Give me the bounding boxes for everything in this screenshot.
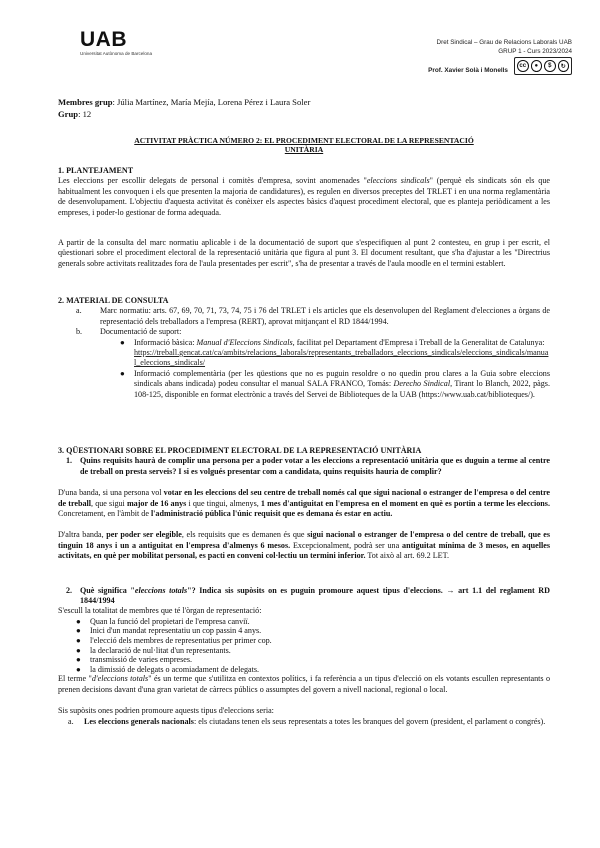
- support-bullet-basic: [58, 338, 550, 369]
- answer-2-item-a: [58, 717, 550, 727]
- question-2-text: Què significa "eleccions totals"? Indica sis supòsits on es puguin promoure aquest tipus d'eleccions. → art 1.1 del reglament RD 1844/1994: [80, 585, 551, 606]
- uab-logo: [80, 30, 152, 56]
- question-2: [58, 586, 550, 607]
- list-item: ● la declaració de nul·litat d'un representants.: [76, 645, 231, 655]
- support-basic-text: Informació bàsica: Manual d'Eleccions Sindicals, facilitat pel Departament d'Empresa i Treball de la Generalitat de Catalunya:: [134, 337, 545, 347]
- bullet-icon: ●: [76, 664, 81, 674]
- material-item-b-marker: b.: [76, 327, 83, 337]
- list-item: ● la dimissió de delegats o acomiadament de delegats.: [76, 664, 260, 674]
- answer-2-list: [58, 617, 550, 675]
- section-1-paragraph-1: Les eleccions per escollir delegats de personal i comitès d'empresa, sovint anomenades "eleccions sindicals" (perquè els sindicats són els que habitualment les convoquen i els que presenten la majoria de candidatures), es regulen en diversos preceptes del TRLET i en una norma reglamentària de desenvolupament. L'objectiu d'aquesta activitat és conèixer els aspectes bàsics d'aquest procediment electoral, que es planteja periòdicament a les empreses, i poder-lo gestionar de forma adequada.: [58, 176, 550, 217]
- question-1-marker: 1.: [66, 456, 73, 466]
- list-item: ● transmissió de varies empreses.: [76, 655, 193, 665]
- course-line-2: GRUP 1 - Curs 2023/2024: [498, 48, 572, 56]
- course-line-1: Dret Sindical – Grau de Relacions Laborals UAB: [436, 39, 572, 46]
- section-1-heading: 1. PLANTEJAMENT: [58, 166, 134, 175]
- section-2: [58, 296, 550, 400]
- manual-link[interactable]: https://treball.gencat.cat/ca/ambits/relacions_laborals/representants_treballadors_eleccions_sindicals/eleccions_sindicals/manual_eleccions_sindicals/: [134, 348, 549, 368]
- section-2-heading: 2. MATERIAL DE CONSULTA: [58, 296, 169, 305]
- section-3-heading: 3. QÜESTIONARI SOBRE EL PROCEDIMENT ELECTORAL DE LA REPRESENTACIÓ UNITÀRIA: [58, 446, 422, 455]
- answer-2-intro: S'escull la totalitat de membres que té l'òrgan de representació:: [58, 606, 262, 616]
- answer-2-item-a-marker: a.: [68, 716, 74, 726]
- nc-icon: $: [544, 60, 556, 72]
- members-line: Membres grup: Júlia Martínez, María Mejía, Lorena Pérez i Laura Soler: [58, 97, 311, 107]
- section-1: [58, 166, 550, 269]
- material-item-a: [58, 306, 550, 327]
- material-item-b-text: Documentació de suport:: [100, 327, 182, 337]
- creative-commons-badge: [514, 57, 572, 75]
- material-item-b: [58, 327, 550, 337]
- answer-1-paragraph-1: D'una banda, si una persona vol votar en les eleccions del seu centre de treball només cal que sigui nacional o estranger de l'empresa o del centre de treball, que sigui major de 16 anys i que tingui, almenys, 1 mes d'antiguitat en l'empresa en el moment en què es portin a terme les eleccions. Concretament, en l'àmbit de l'administració pública l'únic requisit que es demana és estar en actiu.: [58, 488, 551, 519]
- bullet-icon: ●: [120, 368, 125, 378]
- section-1-paragraph-2: A partir de la consulta del marc normatiu aplicable i de la documentació de suport que s'especifiquen al punt 2 contesteu, en grup i per escrit, el qüestionari sobre el procediment electoral de la representació unitària que figura al punt 3. El document resultant, que s'ha d'ajustar a les "Directrius generals sobre activitats realitzades fora de l'aula presentades per escrit", s'ha de presentar a través de l'aula moodle en el termini establert.: [58, 238, 550, 268]
- bullet-icon: ●: [76, 616, 81, 626]
- bullet-icon: ●: [76, 626, 81, 636]
- group-line: Grup: 12: [58, 109, 92, 119]
- question-1: [58, 456, 550, 477]
- material-item-a-marker: a.: [76, 306, 82, 316]
- uab-logo-text: UAB: [80, 28, 127, 51]
- professor-name: Prof. Xavier Solà i Monells: [428, 67, 508, 74]
- bullet-icon: ●: [120, 337, 125, 347]
- members-block: [58, 96, 550, 120]
- course-info: [437, 38, 572, 57]
- bullet-icon: ●: [76, 655, 81, 665]
- material-item-a-text: Marc normatiu: arts. 67, 69, 70, 71, 73, 74, 75 i 76 del TRLET i els articles que els desenvolupen del Reglament d'elecciones a òrgans de representació dels treballadors a l'empresa (RERT), aprovat mitjançant el RD 1844/1994.: [100, 306, 550, 326]
- answer-2-item-a-text: Les eleccions generals nacionals: els ciutadans tenen els seus representats a totes les branques del govern (president, el parlament o congrés).: [84, 716, 546, 726]
- answer-2-paragraph: El terme "d'eleccions totals" és un terme que s'utilitza en contextos polítics, i fa referència a un tipus d'elecció on els votants escullen representants o prenen decisions davant d'una gran varietat de càrrecs públics o assumptes del govern a nivell nacional, regional o local.: [58, 674, 551, 694]
- list-item: ● l'elecció dels membres de representatius per primer cop.: [76, 636, 272, 646]
- answer-2-paragraph-2: Sis supòsits ones podrien promoure aquests tipus d'eleccions seria:: [58, 706, 274, 716]
- bullet-icon: ●: [76, 636, 81, 646]
- list-item: ● Inici d'un mandat representatiu un cop passin 4 anys.: [76, 626, 262, 636]
- question-1-text: Quins requisits haurà de complir una persona per a poder votar a les eleccions a representació unitària que es duguin a terme al centre de treball on presta serveis? I si es volgués presentar com a candidata, quins requisits hauria de complir?: [80, 456, 550, 476]
- bullet-icon: ●: [76, 645, 81, 655]
- by-icon: ●: [531, 60, 543, 72]
- answer-1-paragraph-2: D'altra banda, per poder ser elegible, els requisits que es demanen és que sigui nacional o estranger de l'empresa o del centre de treball, que es tinguin 18 anys i un a antiguitat en l'empresa d'almenys 6 mesos. Excepcionalment, podrà ser una antiguitat mínima de 3 mesos, en aquelles activitats, en què per mobilitat personal, es pacti en conveni col·lectiu un termini inferior. Tot això al art. 69.2 LET.: [58, 530, 551, 561]
- support-complementary-text: Informació complementària (per les qüestions que no es puguin resoldre o no quedin prou clares a la Guia sobre eleccions sindicals abans indicada) podeu consultar el manual SALA FRANCO, Tomás: Derecho Sindical, Tirant lo Blanch, 2022, pàgs. 108-125, disponible en format electrònic a través del Servei de Biblioteques de la UAB (https://www.uab.cat/biblioteques/).: [134, 368, 550, 399]
- uab-logo-subtitle: Universitat Autònoma de Barcelona: [80, 51, 153, 56]
- cc-icon: cc: [517, 60, 529, 72]
- page-title: ACTIVITAT PRÀCTICA NÚMERO 2: EL PROCEDIMENT ELECTORAL DE LA REPRESENTACIÓ UNITÀRIA: [134, 136, 474, 155]
- sa-icon: ↻: [558, 60, 570, 72]
- question-2-marker: 2.: [66, 585, 73, 595]
- list-item: ● Quan la funció del propietari de l'empresa canviï.: [76, 616, 250, 626]
- section-3: [58, 446, 550, 727]
- support-bullet-complementary: [58, 369, 550, 400]
